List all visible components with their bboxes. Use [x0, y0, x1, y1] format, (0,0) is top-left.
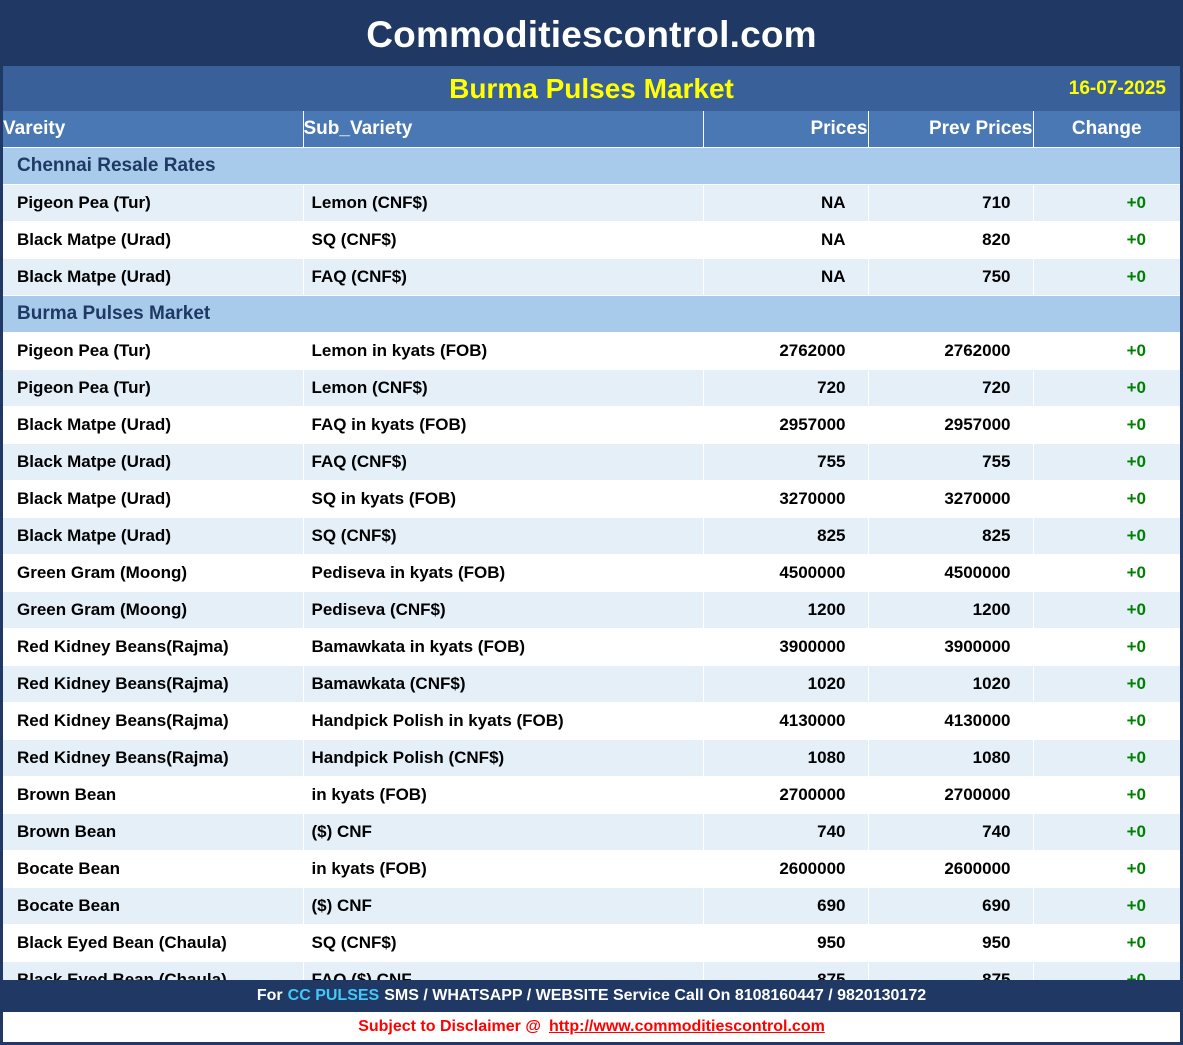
- cell-change: +0: [1033, 629, 1180, 666]
- cell-change: +0: [1033, 222, 1180, 259]
- market-table: [3, 111, 1180, 999]
- table-row: [3, 259, 1180, 296]
- cell-prev-price: 2762000: [868, 333, 1033, 370]
- cell-sub-variety: SQ (CNF$): [303, 518, 703, 555]
- table-row: [3, 555, 1180, 592]
- cell-prev-price: 4500000: [868, 555, 1033, 592]
- cell-variety: Pigeon Pea (Tur): [3, 185, 303, 222]
- cell-variety: Brown Bean: [3, 777, 303, 814]
- cell-price: 3900000: [703, 629, 868, 666]
- table-row: [3, 851, 1180, 888]
- cell-sub-variety: Bamawkata in kyats (FOB): [303, 629, 703, 666]
- cell-variety: Black Matpe (Urad): [3, 444, 303, 481]
- cell-variety: Bocate Bean: [3, 851, 303, 888]
- cell-prev-price: 1200: [868, 592, 1033, 629]
- cell-sub-variety: SQ (CNF$): [303, 222, 703, 259]
- cell-change: +0: [1033, 666, 1180, 703]
- table-row: [3, 407, 1180, 444]
- cc-pulses-label: CC PULSES: [287, 987, 380, 1004]
- cell-variety: Black Eyed Bean (Chaula): [3, 925, 303, 962]
- table-header: [3, 111, 1180, 148]
- cell-sub-variety: FAQ (CNF$): [303, 444, 703, 481]
- table-body: [3, 148, 1180, 999]
- cell-change: +0: [1033, 481, 1180, 518]
- cell-prev-price: 690: [868, 888, 1033, 925]
- brand-title: Commoditiescontrol.com: [366, 13, 817, 55]
- cell-price: 2762000: [703, 333, 868, 370]
- cell-change: +0: [1033, 703, 1180, 740]
- cell-prev-price: 750: [868, 259, 1033, 296]
- cell-prev-price: 950: [868, 925, 1033, 962]
- table-row: [3, 925, 1180, 962]
- cell-sub-variety: ($) CNF: [303, 888, 703, 925]
- table-row: [3, 740, 1180, 777]
- table-row: [3, 777, 1180, 814]
- cell-prev-price: 2600000: [868, 851, 1033, 888]
- cell-price: 825: [703, 518, 868, 555]
- cell-variety: Red Kidney Beans(Rajma): [3, 629, 303, 666]
- table-row: [3, 518, 1180, 555]
- table-row: [3, 666, 1180, 703]
- cell-prev-price: 2957000: [868, 407, 1033, 444]
- service-prefix: For: [256, 987, 283, 1004]
- section-header-row: [3, 296, 1180, 333]
- cell-sub-variety: Lemon (CNF$): [303, 185, 703, 222]
- table-row: [3, 481, 1180, 518]
- cell-change: +0: [1033, 333, 1180, 370]
- cell-price: 950: [703, 925, 868, 962]
- cell-price: 755: [703, 444, 868, 481]
- cell-sub-variety: in kyats (FOB): [303, 851, 703, 888]
- section-title: Chennai Resale Rates: [3, 148, 1180, 185]
- cell-price: 740: [703, 814, 868, 851]
- cell-prev-price: 2700000: [868, 777, 1033, 814]
- disclaimer-bar: [3, 1012, 1180, 1042]
- service-details: SMS / WHATSAPP / WEBSITE Service Call On 8108160447 / 9820130172: [384, 987, 927, 1004]
- disclaimer-text: Subject to Disclaimer @: [358, 1018, 541, 1035]
- cell-price: 4130000: [703, 703, 868, 740]
- cell-variety: Red Kidney Beans(Rajma): [3, 703, 303, 740]
- cell-change: +0: [1033, 518, 1180, 555]
- table-row: [3, 888, 1180, 925]
- cell-prev-price: 3900000: [868, 629, 1033, 666]
- cell-price: 720: [703, 370, 868, 407]
- cell-variety: Black Matpe (Urad): [3, 407, 303, 444]
- table-row: [3, 592, 1180, 629]
- cell-prev-price: 720: [868, 370, 1033, 407]
- cell-change: +0: [1033, 555, 1180, 592]
- table-row: [3, 444, 1180, 481]
- cell-price: 1080: [703, 740, 868, 777]
- cell-variety: Bocate Bean: [3, 888, 303, 925]
- cell-variety: Red Kidney Beans(Rajma): [3, 740, 303, 777]
- cell-sub-variety: SQ (CNF$): [303, 925, 703, 962]
- cell-change: +0: [1033, 259, 1180, 296]
- cell-prev-price: 825: [868, 518, 1033, 555]
- section-header-row: [3, 148, 1180, 185]
- cell-variety: Brown Bean: [3, 814, 303, 851]
- cell-change: +0: [1033, 740, 1180, 777]
- cell-variety: Black Matpe (Urad): [3, 222, 303, 259]
- cell-sub-variety: FAQ (CNF$): [303, 259, 703, 296]
- column-header-change: Change: [1071, 118, 1142, 139]
- cell-sub-variety: SQ in kyats (FOB): [303, 481, 703, 518]
- cell-variety: Black Matpe (Urad): [3, 518, 303, 555]
- cell-variety: Black Matpe (Urad): [3, 481, 303, 518]
- cell-change: +0: [1033, 592, 1180, 629]
- cell-variety: Black Matpe (Urad): [3, 259, 303, 296]
- table-row: [3, 629, 1180, 666]
- table-row: [3, 333, 1180, 370]
- cell-sub-variety: Lemon in kyats (FOB): [303, 333, 703, 370]
- cell-prev-price: 4130000: [868, 703, 1033, 740]
- cell-variety: Red Kidney Beans(Rajma): [3, 666, 303, 703]
- table-row: [3, 814, 1180, 851]
- service-contact-bar: [3, 980, 1180, 1012]
- cell-price: NA: [703, 222, 868, 259]
- cell-price: 690: [703, 888, 868, 925]
- cell-sub-variety: Bamawkata (CNF$): [303, 666, 703, 703]
- table-row: [3, 703, 1180, 740]
- cell-price: 4500000: [703, 555, 868, 592]
- column-header-sub-variety: Sub_Variety: [303, 111, 703, 148]
- cell-prev-price: 3270000: [868, 481, 1033, 518]
- section-title: Burma Pulses Market: [3, 296, 1180, 333]
- cell-sub-variety: in kyats (FOB): [303, 777, 703, 814]
- brand-header: [3, 3, 1180, 66]
- cell-change: +0: [1033, 407, 1180, 444]
- cell-variety: Green Gram (Moong): [3, 555, 303, 592]
- cell-change: +0: [1033, 370, 1180, 407]
- cell-change: +0: [1033, 444, 1180, 481]
- cell-prev-price: 710: [868, 185, 1033, 222]
- cell-price: 2957000: [703, 407, 868, 444]
- page-title: Burma Pulses Market: [449, 72, 734, 104]
- cell-price: 3270000: [703, 481, 868, 518]
- cell-price: NA: [703, 259, 868, 296]
- cell-price: 2700000: [703, 777, 868, 814]
- report-date: 16-07-2025: [1068, 77, 1166, 99]
- cell-sub-variety: Handpick Polish in kyats (FOB): [303, 703, 703, 740]
- cell-change: +0: [1033, 851, 1180, 888]
- cell-change: +0: [1033, 777, 1180, 814]
- cell-price: 1200: [703, 592, 868, 629]
- cell-change: +0: [1033, 814, 1180, 851]
- cell-sub-variety: Pediseva (CNF$): [303, 592, 703, 629]
- table-row: [3, 222, 1180, 259]
- cell-sub-variety: FAQ in kyats (FOB): [303, 407, 703, 444]
- table-row: [3, 185, 1180, 222]
- report-subheader: [3, 66, 1180, 111]
- cell-sub-variety: Lemon (CNF$): [303, 370, 703, 407]
- cell-variety: Green Gram (Moong): [3, 592, 303, 629]
- cell-prev-price: 1020: [868, 666, 1033, 703]
- market-table-container: [3, 111, 1180, 1000]
- page-footer: [3, 980, 1180, 1042]
- cell-change: +0: [1033, 888, 1180, 925]
- cell-price: 1020: [703, 666, 868, 703]
- cell-change: +0: [1033, 925, 1180, 962]
- cell-sub-variety: Pediseva in kyats (FOB): [303, 555, 703, 592]
- website-link[interactable]: http://www.commoditiescontrol.com: [548, 1018, 825, 1035]
- column-header-prev-prices: Prev Prices: [868, 111, 1033, 148]
- cell-variety: Pigeon Pea (Tur): [3, 370, 303, 407]
- cell-change: +0: [1033, 185, 1180, 222]
- column-header-variety: Vareity: [3, 111, 303, 148]
- cell-price: NA: [703, 185, 868, 222]
- cell-prev-price: 755: [868, 444, 1033, 481]
- cell-variety: Pigeon Pea (Tur): [3, 333, 303, 370]
- cell-price: 2600000: [703, 851, 868, 888]
- cell-prev-price: 740: [868, 814, 1033, 851]
- table-row: [3, 370, 1180, 407]
- cell-sub-variety: Handpick Polish (CNF$): [303, 740, 703, 777]
- column-header-prices: Prices: [703, 111, 868, 148]
- cell-sub-variety: ($) CNF: [303, 814, 703, 851]
- cell-prev-price: 1080: [868, 740, 1033, 777]
- cell-prev-price: 820: [868, 222, 1033, 259]
